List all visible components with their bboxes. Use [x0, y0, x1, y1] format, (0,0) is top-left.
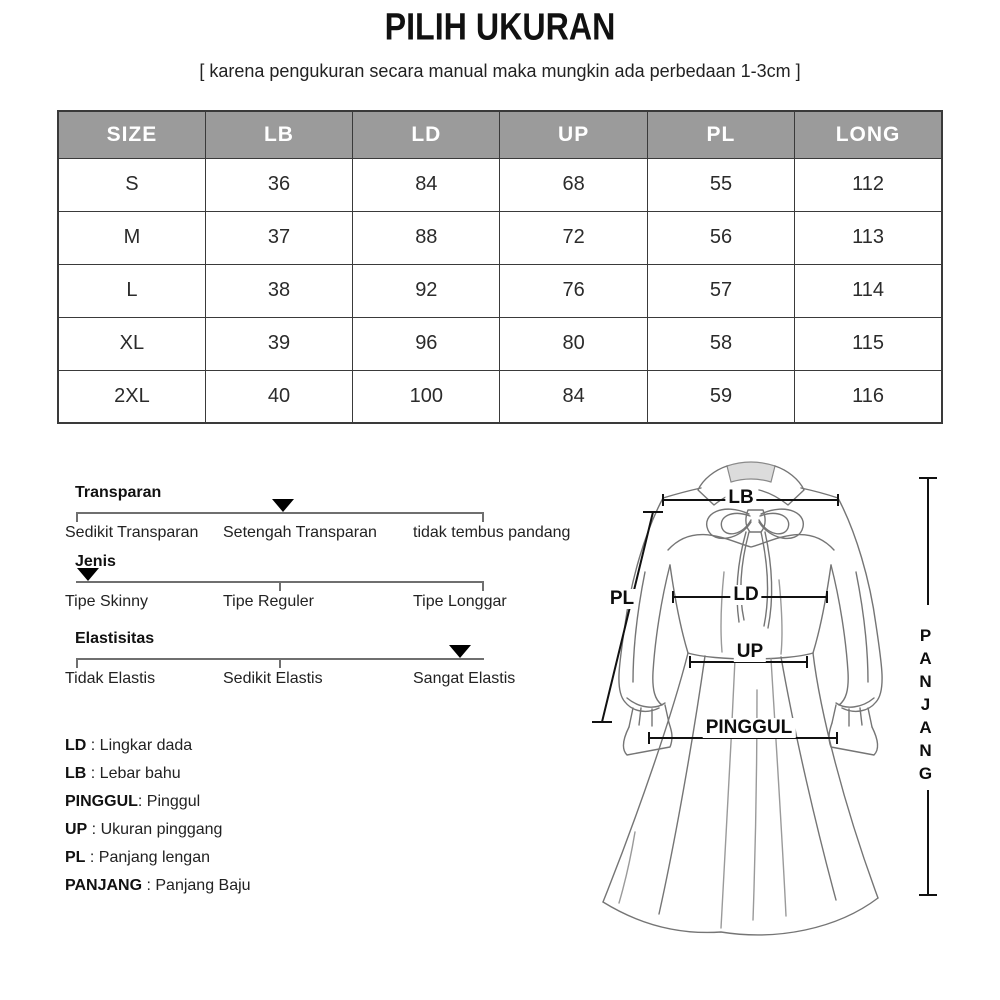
diagram-label-sleeve: PL	[607, 589, 637, 609]
diagram-label-hip: PINGGUL	[703, 718, 796, 738]
scale-tick	[279, 658, 281, 668]
col-header-lb: LB	[205, 111, 352, 158]
legend-item-pl: PL : Panjang lengan	[65, 849, 210, 866]
dress-illustration	[575, 450, 965, 980]
cell-ld: 96	[353, 317, 500, 370]
table-row	[58, 317, 942, 370]
scale-label: Tipe Skinny	[65, 593, 148, 610]
scale-tick	[482, 512, 484, 522]
cell-ld: 88	[353, 211, 500, 264]
cell-up: 80	[500, 317, 647, 370]
scale-label: Setengah Transparan	[223, 524, 377, 541]
table-row	[58, 158, 942, 211]
scale-transparency	[65, 484, 636, 554]
cell-up: 76	[500, 264, 647, 317]
scale-label: tidak tembus pandang	[413, 524, 571, 541]
marker-triangle-icon	[77, 568, 99, 581]
scale-label: Sedikit Elastis	[223, 670, 323, 687]
cell-long: 112	[795, 158, 942, 211]
scale-tick	[482, 581, 484, 591]
cell-up: 84	[500, 370, 647, 423]
cell-lb: 37	[205, 211, 352, 264]
marker-triangle-icon	[449, 645, 471, 658]
cell-size: XL	[58, 317, 205, 370]
scale-elasticity-title: Elastisitas	[75, 630, 155, 647]
cell-pl: 58	[647, 317, 794, 370]
cell-lb: 39	[205, 317, 352, 370]
cell-lb: 38	[205, 264, 352, 317]
dress-diagram	[575, 450, 965, 980]
cell-pl: 56	[647, 211, 794, 264]
cell-ld: 92	[353, 264, 500, 317]
scale-tick	[76, 658, 78, 668]
scale-label: Tipe Longgar	[413, 593, 507, 610]
legend-item-pinggul: PINGGUL: Pinggul	[65, 793, 201, 810]
measurement-lines	[592, 478, 937, 895]
cell-size: L	[58, 264, 205, 317]
scale-label: Tipe Reguler	[223, 593, 315, 610]
cell-up: 68	[500, 158, 647, 211]
diagram-label-waist: UP	[734, 642, 766, 662]
cell-long: 115	[795, 317, 942, 370]
col-header-long: LONG	[795, 111, 942, 158]
table-row	[58, 264, 942, 317]
scale-line	[76, 512, 484, 514]
cell-ld: 84	[353, 158, 500, 211]
cell-long: 114	[795, 264, 942, 317]
cell-pl: 57	[647, 264, 794, 317]
cell-size: 2XL	[58, 370, 205, 423]
col-header-up: UP	[500, 111, 647, 158]
size-table-header	[58, 111, 942, 158]
page-subtitle: [ karena pengukuran secara manual maka mungkin ada perbedaan 1-3cm ]	[199, 61, 801, 81]
diagram-label-chest: LD	[730, 585, 761, 605]
cell-up: 72	[500, 211, 647, 264]
page-title: PILIH UKURAN	[384, 6, 616, 49]
scale-transparency-title: Transparan	[75, 484, 162, 501]
table-row	[58, 370, 942, 423]
legend-item-up: UP : Ukuran pinggang	[65, 821, 223, 838]
diagram-label-shoulder: LB	[725, 488, 756, 508]
scale-tick	[76, 512, 78, 522]
legend-item-panjang: PANJANG : Panjang Baju	[65, 877, 251, 894]
legend-item-ld: LD : Lingkar dada	[65, 737, 193, 754]
cell-size: S	[58, 158, 205, 211]
legend-item-lb: LB : Lebar bahu	[65, 765, 181, 782]
cell-pl: 55	[647, 158, 794, 211]
cell-lb: 36	[205, 158, 352, 211]
scale-elasticity	[65, 630, 636, 700]
col-header-size: SIZE	[58, 111, 205, 158]
cell-pl: 59	[647, 370, 794, 423]
col-header-pl: PL	[647, 111, 794, 158]
scale-fit-type-title: Jenis	[75, 553, 116, 570]
diagram-label-length: PANJANG	[916, 626, 935, 787]
marker-triangle-icon	[272, 499, 294, 512]
col-header-ld: LD	[353, 111, 500, 158]
abbreviation-legend	[65, 735, 251, 903]
scale-label: Tidak Elastis	[65, 670, 156, 687]
scale-tick	[279, 581, 281, 591]
scale-label: Sangat Elastis	[413, 670, 516, 687]
cell-long: 113	[795, 211, 942, 264]
cell-ld: 100	[353, 370, 500, 423]
cell-size: M	[58, 211, 205, 264]
scale-fit-type	[65, 553, 636, 623]
cell-long: 116	[795, 370, 942, 423]
table-row	[58, 211, 942, 264]
size-table	[57, 110, 943, 424]
scale-label: Sedikit Transparan	[65, 524, 199, 541]
cell-lb: 40	[205, 370, 352, 423]
